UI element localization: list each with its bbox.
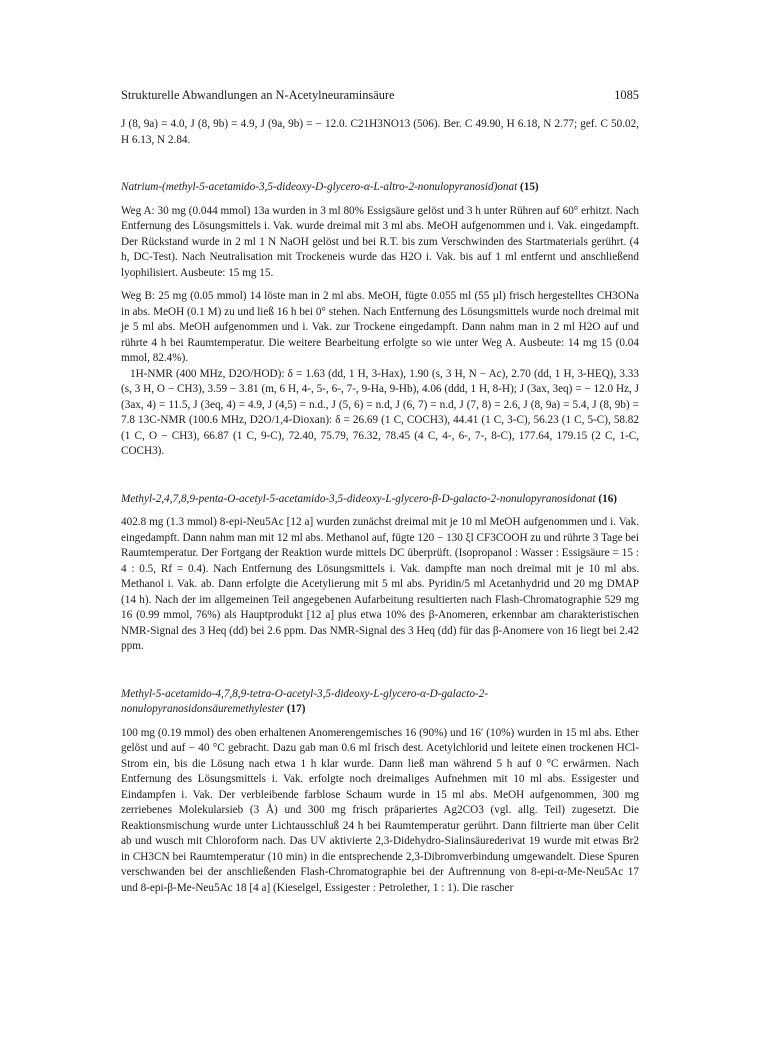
- compound-number: (16): [598, 492, 618, 505]
- compound-number: (17): [286, 703, 306, 715]
- paragraph-continuation: J (8, 9a) = 4.0, J (8, 9b) = 4.9, J (9a, 9b) = − 12.0. C21H3NO13 (506). Ber. C 49.90, H 6.18, N 2.77; gef. C 50.02, H 6.13, N 2.84.: [121, 118, 639, 146]
- paragraph-16: 402.8 mg (1.3 mmol) 8-epi-Neu5Ac [12 a] wurden zunächst dreimal mit je 10 ml MeOH aufgenommen und i. Vak. eingedampft. Dann nahm man mit 12 ml abs. Methanol auf, fügte 120 − 130 ξl CF3COOH zu und rührte 3 Tage bei Raumtemperatur. Der Fortgang der Reaktion wurde mittels DC überprüft. (Isopropanol : Wasser : Essigsäure = 15 : 4 : 0.5, Rf = 0.4). Nach Entfernung des Lösungsmittels i. Vak. dampfte man noch dreimal mit je 10 ml abs. Methanol i. Vak. ab. Dann erfolgte die Acetylierung mit 5 ml abs. Pyridin/5 ml Acetanhydrid und 20 mg DMAP (14 h). Nach der im allgemeinen Teil angegebenen Aufarbeitung resultierten nach Flash-Chromatographie 529 mg 16 (0.99 mmol, 76%) als Hauptprodukt [12 a] plus etwa 10% des β-Anomeren, erkennbar am charakteristischen NMR-Signal des 3 Heq (dd) bei 2.6 ppm. Das NMR-Signal des 3 Heq (dd) für das β-Anomere von 16 liegt bei 2.42 ppm.: [121, 516, 639, 652]
- paragraph-weg-b: Weg B: 25 mg (0.05 mmol) 14 löste man in 2 ml abs. MeOH, fügte 0.055 ml (55 µl) frisch hergestelltes CH3ONa in abs. MeOH (0.1 M) zu und ließ 16 h bei 0° stehen. Nach Entfernung des Lösungsmittels wurde noch dreimal mit je 5 ml abs. MeOH aufgenommen und i. Vak. zur Trockene eingedampft. Dann nahm man in 2 ml H2O auf und rührte 4 h bei Raumtemperatur. Die weitere Bearbeitung erfolgte so wie unter Weg A. Ausbeute: 14 mg 15 (0.04 mmol, 82.4%).: [121, 290, 639, 364]
- paragraph-weg-a: Weg A: 30 mg (0.044 mmol) 13a wurden in 3 ml 80% Essigsäure gelöst und 3 h unter Rühren auf 60° erhitzt. Nach Entfernung des Lösungsmittels i. Vak. wurde dreimal mit 3 ml abs. MeOH aufgenommen und i. Vak. eingedampft. Der Rückstand wurde in 2 ml 1 N NaOH gelöst und bei R.T. bis zum Verschwinden des Startmaterials gerührt. (4 h, DC-Test). Nach Neutralisation mit Trockeneis wurde das H2O i. Vak. bis auf 1 ml entfernt und anschließend lyophilisiert. Ausbeute: 15 mg 15.: [121, 204, 639, 279]
- page: [121, 88, 639, 896]
- section-title-text: Methyl-2,4,7,8,9-penta-O-acetyl-5-acetamido-3,5-dideoxy-L-glycero-β-D-galacto-2-nonulopyranosidonat: [121, 492, 596, 505]
- title-gap: [121, 718, 639, 726]
- title-gap: [121, 196, 639, 204]
- section-title-15: [121, 180, 639, 196]
- title-gap: [121, 507, 639, 515]
- running-header: [121, 88, 639, 103]
- compound-number: (15): [520, 181, 539, 193]
- section-title-17: [121, 687, 639, 718]
- section-gap: [121, 655, 639, 687]
- paragraph-nmr-15: 1H-NMR (400 MHz, D2O/HOD): δ = 1.63 (dd, 1 H, 3-Hax), 1.90 (s, 3 H, N − Ac), 2.70 (dd, 1 H, 3-HEQ), 3.33 (s, 3 H, O − CH3), 3.59 − 3.81 (m, 6 H, 4-, 5-, 6-, 7-, 9-Ha, 9-Hb), 4.06 (ddd, 1 H, 8-H); J (3ax, 3eq) = − 12.0 Hz, J (3ax, 4) = 11.5, J (3eq, 4) = 4.9, J (4,5) = n.d., J (5, 6) = n.d, J (6, 7) = n.d, J (7, 8) = 2.6, J (8, 9a) = 5.4, J (8, 9b) = 7.8 13C-NMR (100.6 MHz, D2O/1,4-Dioxan): δ = 26.69 (1 C, COCH3), 44.41 (1 C, 3-C), 56.23 (1 C, 5-C), 58.82 (1 C, O − CH3), 66.87 (1 C, 9-C), 72.40, 75.79, 76.32, 78.45 (4 C, 4-, 6-, 7-, 8-C), 177.64, 179.15 (2 C, 1-C, COCH3).: [121, 367, 639, 457]
- section-title-16: [121, 492, 639, 508]
- header-gap: [121, 103, 639, 117]
- section-title-text: Natrium-(methyl-5-acetamido-3,5-dideoxy-D-glycero-α-L-altro-2-nonulopyranosid)onat: [121, 181, 518, 193]
- section-gap: [121, 148, 639, 180]
- section-title-text: Methyl-5-acetamido-4,7,8,9-tetra-O-acetyl-3,5-dideoxy-L-glycero-α-D-galacto-2-nonulopyranosidonsäuremethylester: [121, 687, 489, 715]
- running-title: Strukturelle Abwandlungen an N-Acetylneuraminsäure: [121, 88, 395, 102]
- section-gap: [121, 460, 639, 492]
- paragraph-17: 100 mg (0.19 mmol) des oben erhaltenen Anomerengemisches 16 (90%) und 16′ (10%) wurden in 15 ml abs. Ether gelöst und auf − 40 °C gebracht. Dazu gab man 0.6 ml frisch dest. Acetylchlorid und leitete einen trockenen HCl-Strom ein, bis die Lösung nach etwa 1 h klar wurde. Dann ließ man während 5 h auf 0 °C erwärmen. Nach Entfernung des Lösungsmittels i. Vak. erfolgte noch dreimaliges Aufnehmen mit 10 ml abs. Essigester und Eindampfen i. Vak. Der verbleibende farblose Schaum wurde in 15 ml abs. MeOH aufgenommen, 300 mg zerriebenes Molekularsieb (3 Å) und 300 mg frisch präpariertes Ag2CO3 (vgl. allg. Teil) zugesetzt. Die Reaktionsmischung wurde unter Lichtausschluß 24 h bei Raumtemperatur gerührt. Dann filtrierte man über Celit ab und wusch mit Chloroform nach. Das UV aktivierte 2,3-Didehydro-Sialinsäurederivat 19 wurde mit etwas Br2 in CH3CN bei Raumtemperatur (10 min) in die entsprechende 2,3-Dibromverbindung umgewandelt. Diese Spuren verschwanden bei der anschließenden Flash-Chromatographie bei der Auftrennung von 8-epi-α-Me-Neu5Ac 17 und 8-epi-β-Me-Neu5Ac 18 [4 a] (Kieselgel, Essigester : Petrolether, 1 : 1). Die rascher: [121, 726, 639, 894]
- paragraph-gap: [121, 281, 639, 289]
- page-number: 1085: [614, 88, 639, 102]
